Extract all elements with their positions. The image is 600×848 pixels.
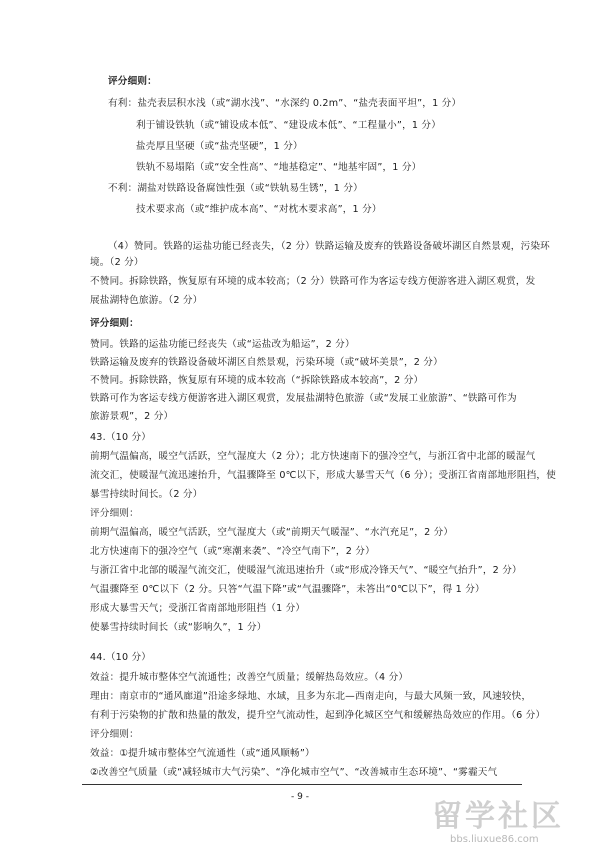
text-line: 北方快速南下的强冷空气（或“寒潮来袭”、“冷空气南下”，2 分） (90, 546, 375, 557)
text-line: 暴雪持续时间长。（2 分） (90, 489, 203, 500)
footer-divider (82, 784, 522, 785)
text-line: 铁路运输及废弃的铁路设备破坏湖区自然景观，污染环境（或“破坏美景”，2 分） (90, 357, 443, 368)
text-line: 旅游景观”，2 分） (90, 411, 174, 422)
text-line: 境。（2 分） (90, 257, 144, 268)
watermark-url: bbs.liuxue86.com (450, 834, 539, 845)
text-line: 铁轨不易塌陷（或“安全性高”、“地基稳定”、“地基牢固”，1 分） (136, 162, 422, 173)
question-number: 43.（10 分） (90, 432, 152, 443)
watermark-logo: 留学社区 (432, 799, 564, 834)
text-line: 利于铺设铁轨（或“铺设成本低”、“建设成本低”、“工程量小”，1 分） (136, 120, 442, 131)
text-line: 前期气温偏高，暖空气活跃，空气湿度大（或“前期天气暖湿”、“水汽充足”，2 分） (90, 527, 454, 538)
text-line: 有利：盐壳表层积水浅（或“湖水浅”、“水深约 0.2m”、“盐壳表面平坦”，1 分） (108, 98, 462, 109)
text-line: 气温骤降至 0℃以下（2 分。只答“气温下降”或“气温骤降”，未答出“0℃以下”，得 1 分） (90, 584, 485, 595)
text-line: 效益：提升城市整体空气流通性；改善空气质量；缓解热岛效应。（4 分） (90, 672, 409, 683)
scoring-heading: 评分细则： (90, 318, 139, 329)
text-line: 理由：南京市的“通风廊道”沿途多绿地、水域，且多为东北—西南走向，与最大风频一致，风速较快， (90, 691, 532, 702)
text-line: 不赞同。拆除铁路，恢复原有环境的成本较高（“拆除铁路成本较高”，2 分） (90, 375, 424, 386)
watermark (432, 800, 564, 846)
text-line: 不利：湖盐对铁路设备腐蚀性强（或“铁轨易生锈”，1 分） (108, 183, 363, 194)
scoring-heading: 评分细则： (108, 76, 157, 87)
text-line: 赞同。铁路的运盐功能已经丧失（或“运盐改为船运”，2 分） (90, 339, 355, 350)
text-line: 效益：①提升城市整体空气流通性（或“通风顺畅”） (90, 748, 315, 759)
text-line: 展盐湖特色旅游。（2 分） (90, 295, 203, 306)
text-line: 盐壳厚且坚硬（或“盐壳坚硬”，1 分） (136, 141, 303, 152)
text-line: 流交汇，使暖湿气流迅速抬升，气温骤降至 0℃以下，形成大暴雪天气（6 分）；受浙江省南部地形阻挡，使 (90, 470, 556, 481)
text-line: 前期气温偏高，暖空气活跃，空气湿度大（2 分）；北方快速南下的强冷空气，与浙江省中北部的暖湿气 (90, 451, 536, 462)
text-line: ②改善空气质量（或“减轻城市大气污染”、“净化城市空气”、“改善城市生态环境”、“雾霾天气 (90, 767, 498, 778)
page-number: - 9 - (291, 792, 309, 802)
text-line: 与浙江省中北部的暖湿气流交汇，使暖湿气流迅速抬升（或“形成冷锋天气”、“暖空气抬升”，2 分） (90, 565, 522, 576)
text-line: （4）赞同。铁路的运盐功能已经丧失，（2 分）铁路运输及废弃的铁路设备破坏湖区自然景观，污染环 (108, 241, 550, 252)
question-number: 44.（10 分） (90, 652, 152, 663)
scoring-heading: 评分细则： (90, 508, 139, 519)
text-line: 铁路可作为客运专线方便游客进入湖区观赏，发展盐湖特色旅游（或“发展工业旅游”、“铁路可作为 (90, 393, 517, 404)
text-line: 形成大暴雪天气；受浙江省南部地形阻挡（1 分） (90, 603, 306, 614)
scoring-heading: 评分细则： (90, 729, 139, 740)
text-line: 使暴雪持续时间长（或“影响久”，1 分） (90, 622, 267, 633)
text-line: 有利于污染物的扩散和热量的散发，提升空气流动性，起到净化城区空气和缓解热岛效应的作用。（6 分） (90, 710, 546, 721)
text-line: 不赞同。拆除铁路，恢复原有环境的成本较高；（2 分）铁路可作为客运专线方便游客进入湖区观赏，发 (90, 276, 536, 287)
text-line: 技术要求高（或“维护成本高”、“对枕木要求高”，1 分） (136, 204, 382, 215)
